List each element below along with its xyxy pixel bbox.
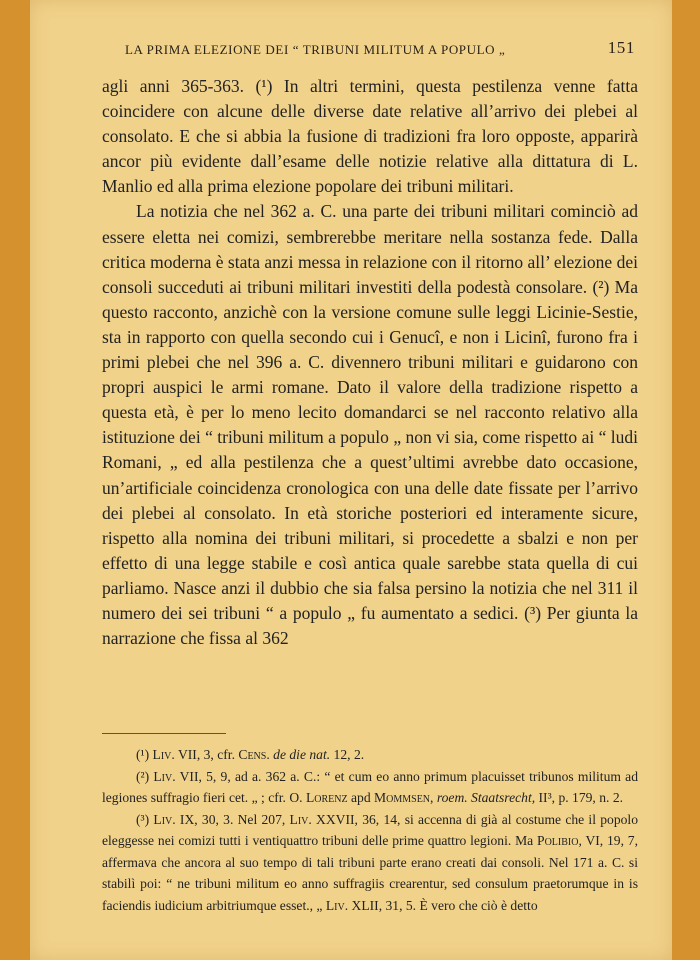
footnote-3 xyxy=(102,809,638,917)
running-title: LA PRIMA ELEZIONE DEI “ TRIBUNI MILITUM A POPULO „ xyxy=(125,42,506,57)
main-text xyxy=(102,74,638,651)
footnotes xyxy=(102,744,638,916)
paragraph: La notizia che nel 362 a. C. una parte dei tribuni militari cominciò ad essere eletta nei comizi, sembrerebbe meritare nella sostanza fede. Dalla critica moderna è stata anzi messa in relazione con il ritorno all’ elezione dei consoli succeduti ai tribuni militari investiti della podestà consolare. (²) Ma questo racconto, anzichè con la versione comune sulle leggi Licinie-Sestie, sta in rapporto con quella secondo cui i Genucî, e non i Licinî, furono fra i primi plebei che nel 396 a. C. divennero tribuni militari e guidarono con propri auspici le armi romane. Dato il valore della tradizione rispetto a questa età, è per lo meno lecito domandarci se nel racconto relativo alla istituzione dei “ tribuni militum a populo „ non vi sia, come rispetto ai “ ludi Romani, „ ed alla pestilenza che a quest’ultimi avrebbe dato occasione, un’artificiale coincidenza cronologica con una delle date fissate per l’arrivo dei plebei al consolato. In età storiche posteriori ed interamente sicure, rispetto alla nomina dei tribuni militari, si procedette a sbalzi e non per effetto di una legge stabile e così antica quale sarebbe stata quella di cui parliamo. Nasce anzi il dubbio che sia falsa persino la notizia che nel 311 il numero dei sei tribuni “ a populo „ fu aumentato a sedici. (³) Per giunta la narrazione che fissa al 362 xyxy=(102,201,638,649)
author-abbrev: Liv. xyxy=(153,811,176,827)
footnote-marker: (²) xyxy=(136,768,150,784)
footnote-marker: (³) xyxy=(136,811,150,827)
footnote-text: VII, 3, cfr. xyxy=(174,747,239,762)
paragraph: agli anni 365-363. (¹) In altri termini, questa pestilenza venne fatta coincidere con alcune delle diverse date relative all’arrivo dei plebei al consolato. E che si abbia la fusione di tradizioni fra loro opposte, apparirà ancor più evidente dall’esame delle notizie relative alla dittatura di L. Manlio ed alla prima elezione popolare dei tribuni militari. xyxy=(102,76,638,197)
footnote-text: XLII, 31, 5. È vero che ciò è detto xyxy=(348,897,538,913)
footnote-text: IX, 30, 3. Nel 207, xyxy=(175,811,290,827)
footnote-text: II³, p. 179, n. 2. xyxy=(535,790,624,805)
author-abbrev: Liv. xyxy=(325,897,349,913)
page-number: 151 xyxy=(607,38,635,57)
author-abbrev: Liv. xyxy=(153,768,176,784)
footnote-2 xyxy=(102,766,638,809)
work-title: de die nat. xyxy=(273,747,331,762)
footnote-text: apd xyxy=(347,790,375,805)
author-abbrev: Liv. xyxy=(289,811,312,827)
author-name: Polibio xyxy=(537,833,579,848)
footnote-text: XXVII, 36, 14, si accenna di già al costume che il popolo eleggesse nei comizi tutti i ventiquattro tribuni delle prime quattro legioni. Ma xyxy=(102,811,638,848)
author-name: Lorenz xyxy=(305,790,348,805)
footnote-marker: (¹) xyxy=(136,747,150,762)
author-name: Mommsen xyxy=(374,790,431,805)
author-abbrev: Cens. xyxy=(238,747,270,762)
footnote-text: 12, 2. xyxy=(330,747,365,762)
footnote-1 xyxy=(102,744,638,766)
author-abbrev: Liv. xyxy=(152,747,175,762)
footnote-text: , VI, 19, 7, affermava che ancora al suo tempo di tali tribuni parte erano creati dai consoli. Nel 171 a. C. si stabilì poi: “ ne tribuni militum eo anno suffragiis crearentur, sed consulum praetorumque in is faciendis iudicium arbitriumque esset., „ xyxy=(102,833,639,913)
footnote-text: , xyxy=(430,790,437,805)
footnote-text: VII, 5, 9, ad a. 362 a. C.: “ et cum eo anno primum placuisset tribunos militum ad legiones suffragio fieri cet. „ ; cfr. O. xyxy=(102,768,638,805)
footnote-separator xyxy=(102,733,226,734)
work-title: roem. Staatsrecht, xyxy=(436,790,536,805)
book-page xyxy=(30,0,672,960)
